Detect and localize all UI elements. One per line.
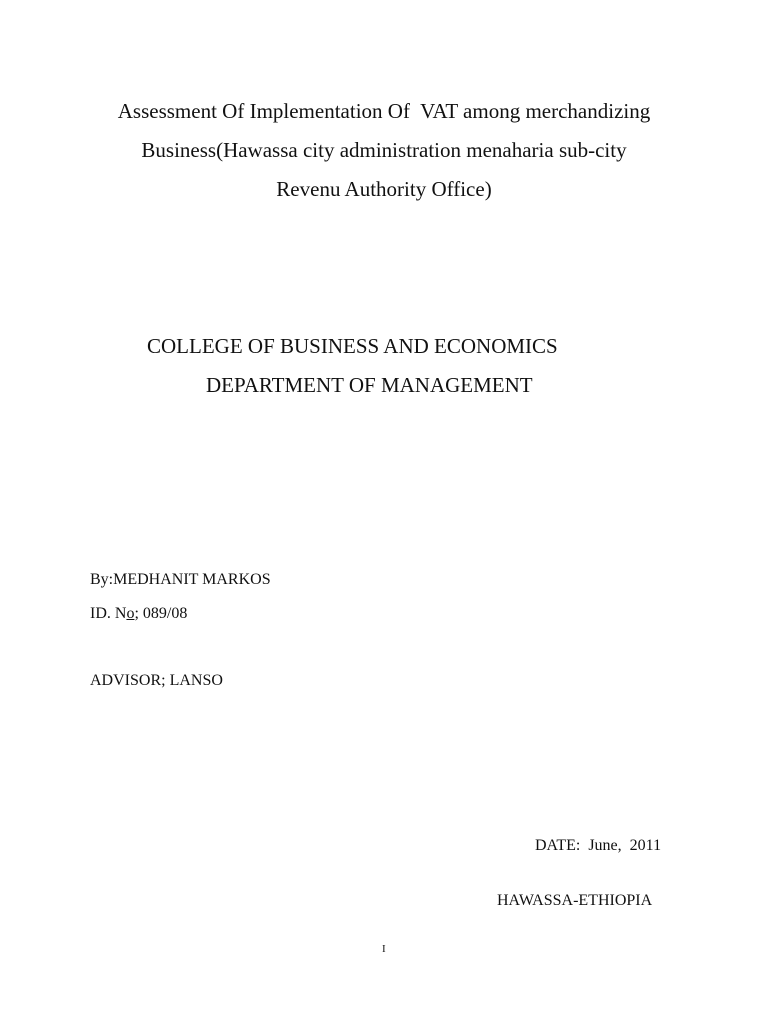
thesis-title — [0, 92, 768, 209]
advisor-name: ADVISOR; LANSO — [90, 672, 223, 689]
page-number: I — [382, 943, 386, 955]
author-name: By:MEDHANIT MARKOS — [90, 571, 271, 588]
department-name: DEPARTMENT OF MANAGEMENT — [206, 373, 533, 397]
id-prefix: ID. N — [90, 605, 127, 622]
submission-date: DATE: June, 2011 — [535, 837, 662, 854]
location: HAWASSA-ETHIOPIA — [497, 892, 653, 909]
title-line-1: Assessment Of Implementation Of VAT among merchandizing — [117, 99, 651, 123]
id-underlined-o: o — [126, 605, 135, 622]
id-suffix: ; 089/08 — [134, 605, 188, 622]
title-line-2: Business(Hawassa city administration menaharia sub-city — [141, 138, 627, 162]
college-name: COLLEGE OF BUSINESS AND ECONOMICS — [147, 334, 558, 358]
student-id — [90, 603, 187, 625]
title-line-3: Revenu Authority Office) — [276, 177, 492, 201]
